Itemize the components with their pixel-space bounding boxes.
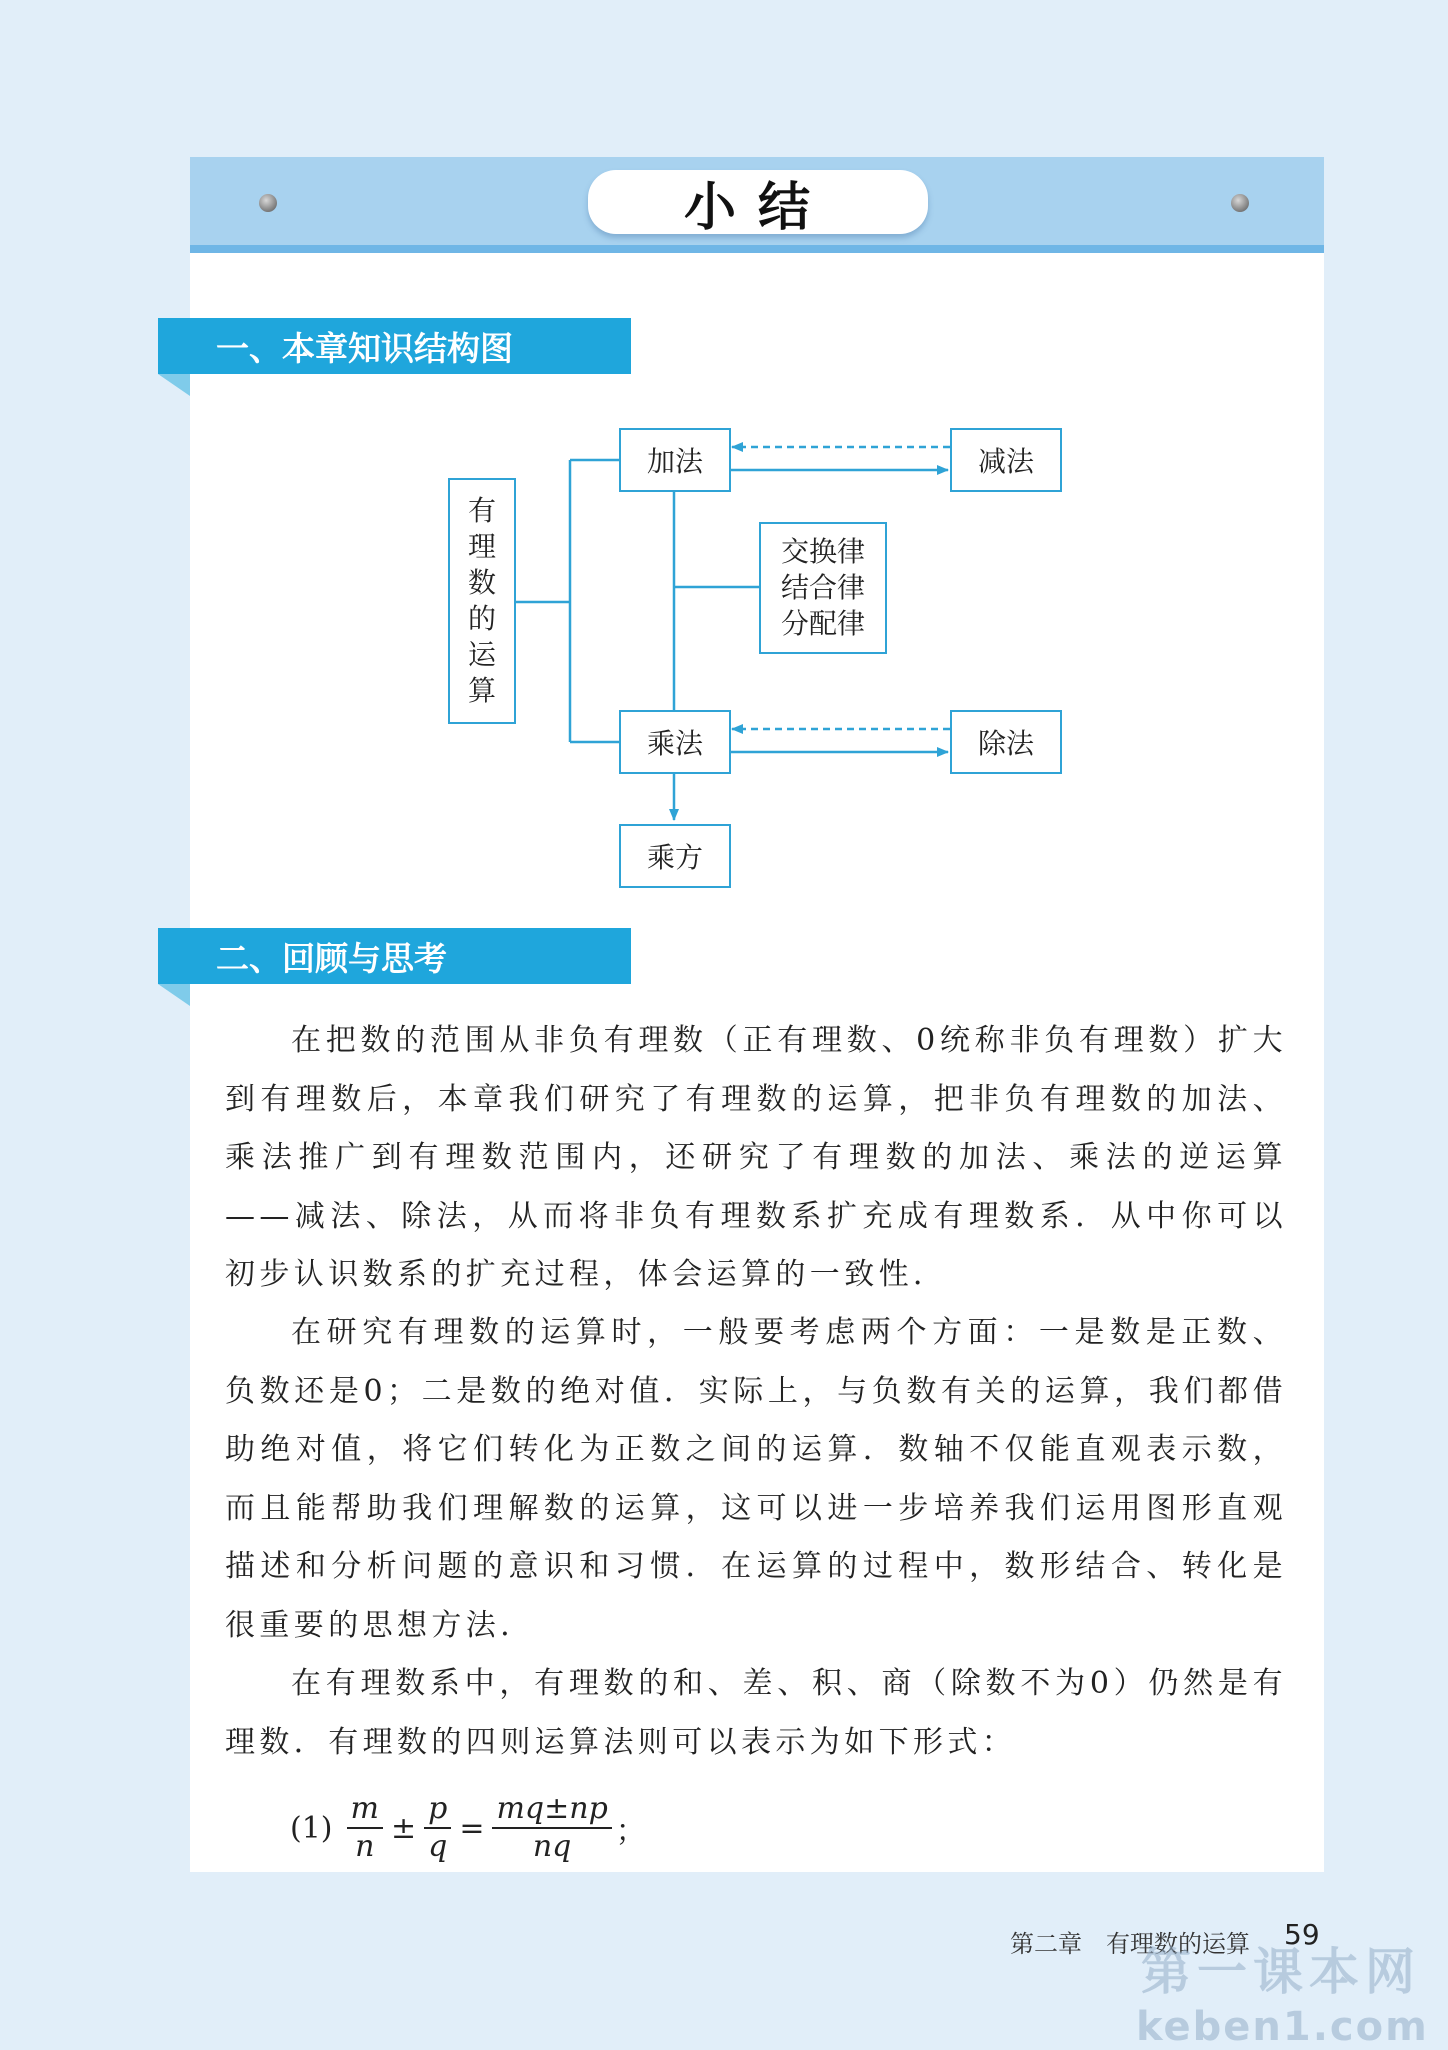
node-char: 数 [467, 566, 496, 599]
watermark-line-1: 第一课本网 [1141, 1943, 1421, 2001]
review-paragraph-3: 在有理数系中，有理数的和、差、积、商（除数不为0）仍然是有理数．有理数的四则运算法则可以表示为如下形式： [225, 1666, 1287, 1760]
review-paragraph-1: 在把数的范围从非负有理数（正有理数、0统称非负有理数）扩大到有理数后，本章我们研究了有理数的运算，把非负有理数的加法、乘法推广到有理数范围内，还研究了有理数的加法、乘法的逆运算——减法、除法，从而将非负有理数系扩充成有理数系．从中你可以初步认识数系的扩充过程，体会运算的一致性． [225, 1023, 1287, 1292]
page-title: 小结 [588, 170, 928, 234]
law-commutative: 交换律 [780, 535, 865, 568]
section-heading-review: 二、回顾与思考 [158, 928, 631, 984]
footer-chapter: 第二章 有理数的运算 [1010, 1930, 1250, 1958]
node-char: 的 [467, 602, 496, 635]
watermark [1136, 1932, 1429, 2050]
fraction-numerator: mq±np [492, 1791, 611, 1829]
section-fold [158, 984, 190, 1006]
fraction-denominator: n [355, 1829, 375, 1864]
node-char: 理 [467, 530, 496, 563]
node-char: 运 [467, 638, 496, 671]
fraction-result [492, 1791, 611, 1865]
node-char: 算 [467, 674, 496, 707]
equals-sign: = [459, 1810, 485, 1846]
watermark-line-2: keben1.com [1136, 2004, 1429, 2050]
fraction-denominator: q [428, 1829, 448, 1864]
formula-addition-rule [290, 1788, 646, 1868]
fraction-numerator: m [347, 1791, 383, 1829]
node-multiplication: 乘法 [619, 710, 731, 774]
node-power: 乘方 [619, 824, 731, 888]
review-paragraph-2: 在研究有理数的运算时，一般要考虑两个方面：一是数是正数、负数还是0；二是数的绝对值．实际上，与负数有关的运算，我们都借助绝对值，将它们转化为正数之间的运算．数轴不仅能直观表示数，而且能帮助我们理解数的运算，这可以进一步培养我们运用图形直观描述和分析问题的意识和习惯．在运算的过程中，数形结合、转化是很重要的思想方法． [225, 1315, 1287, 1643]
fraction-p-q [424, 1791, 451, 1865]
node-laws [759, 522, 887, 654]
law-distributive: 分配律 [780, 607, 865, 640]
law-associative: 结合律 [780, 571, 865, 604]
fraction-numerator: p [424, 1791, 451, 1829]
fraction-denominator: nq [532, 1829, 572, 1864]
fraction-m-n [347, 1791, 383, 1865]
node-subtraction: 减法 [950, 428, 1062, 492]
node-rational-operations [448, 478, 516, 724]
footer-page-number: 59 [1284, 1918, 1320, 1951]
section-heading-structure: 一、本章知识结构图 [158, 318, 631, 374]
node-addition: 加法 [619, 428, 731, 492]
formula-end: ； [615, 1814, 646, 1849]
node-division: 除法 [950, 710, 1062, 774]
formula-index: (1) [290, 1810, 333, 1846]
plus-minus-sign: ± [390, 1810, 417, 1846]
node-char: 有 [467, 494, 496, 527]
